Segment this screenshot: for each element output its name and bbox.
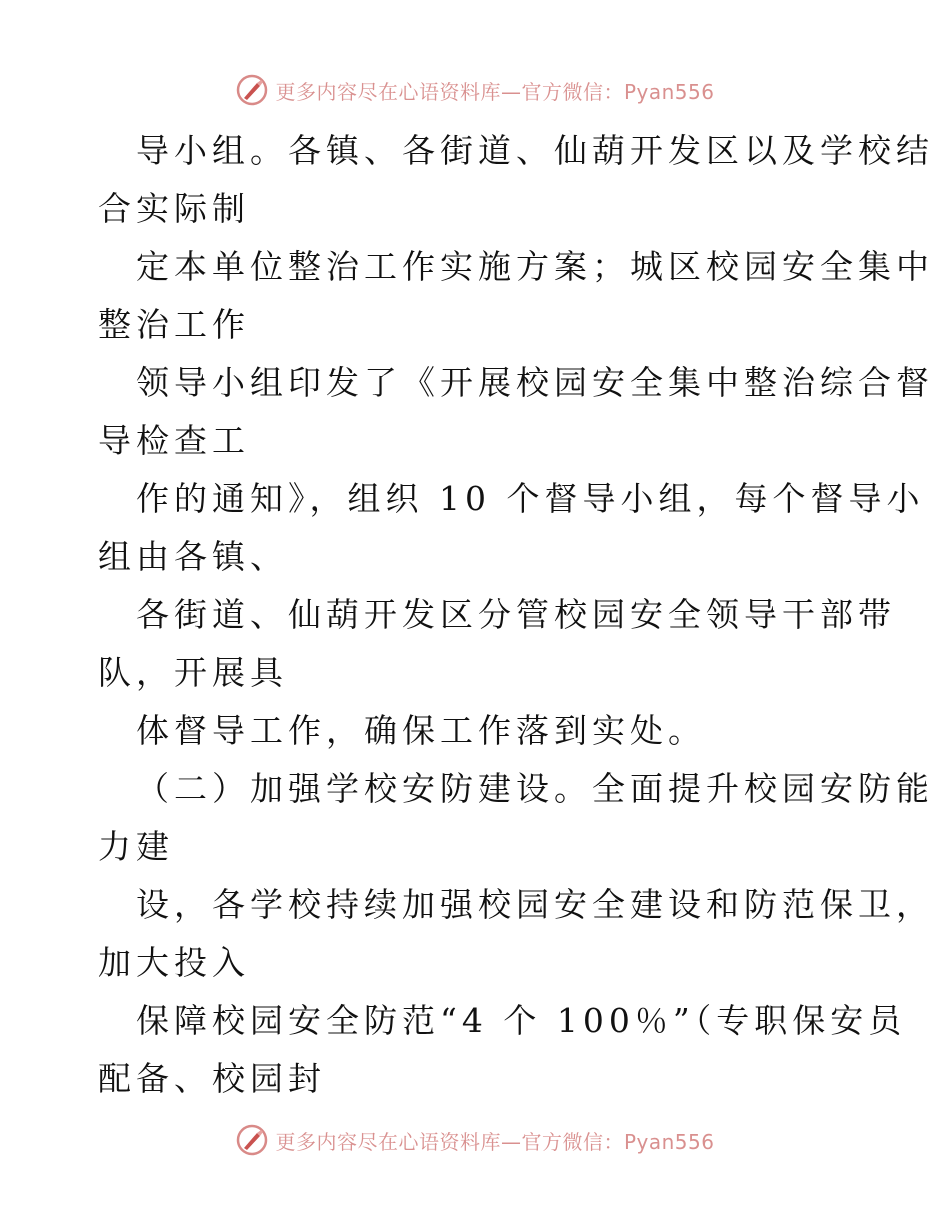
text-line: 领导小组印发了《开展校园安全集中整治综合督 (136, 363, 934, 402)
text-line: 导小组。各镇、各街道、仙葫开发区以及学校结 (136, 131, 934, 170)
pen-nib-icon (235, 1123, 269, 1157)
footer-watermark (0, 1122, 950, 1158)
text-line: 设，各学校持续加强校园安全建设和防范保卫， (136, 885, 934, 924)
watermark-text: 更多内容尽在心语资料库—官方微信：Pyan556 (275, 1129, 715, 1154)
text-line: 队，开展具 (98, 653, 288, 692)
text-line: 导检查工 (98, 421, 250, 460)
text-line: 体督导工作，确保工作落到实处。 (136, 711, 706, 750)
pen-nib-icon (235, 73, 269, 107)
text-line: 加大投入 (98, 943, 250, 982)
document-body (98, 122, 934, 1108)
text-line: 合实际制 (98, 189, 250, 228)
text-line: 整治工作 (98, 305, 250, 344)
watermark-text: 更多内容尽在心语资料库—官方微信：Pyan556 (275, 79, 715, 104)
text-line: 保障校园安全防范“4 个 100％”（专职保安员 (136, 1001, 907, 1040)
text-line: 配备、校园封 (98, 1059, 326, 1098)
text-line: 力建 (98, 827, 174, 866)
text-line: 作的通知》，组织 10 个督导小组，每个督导小 (136, 479, 925, 518)
text-line: 组由各镇、 (98, 537, 288, 576)
text-line: 定本单位整治工作实施方案；城区校园安全集中 (136, 247, 934, 286)
text-line: （二）加强学校安防建设。全面提升校园安防能 (136, 769, 934, 808)
text-line: 各街道、仙葫开发区分管校园安全领导干部带 (136, 595, 896, 634)
header-watermark (0, 72, 950, 108)
